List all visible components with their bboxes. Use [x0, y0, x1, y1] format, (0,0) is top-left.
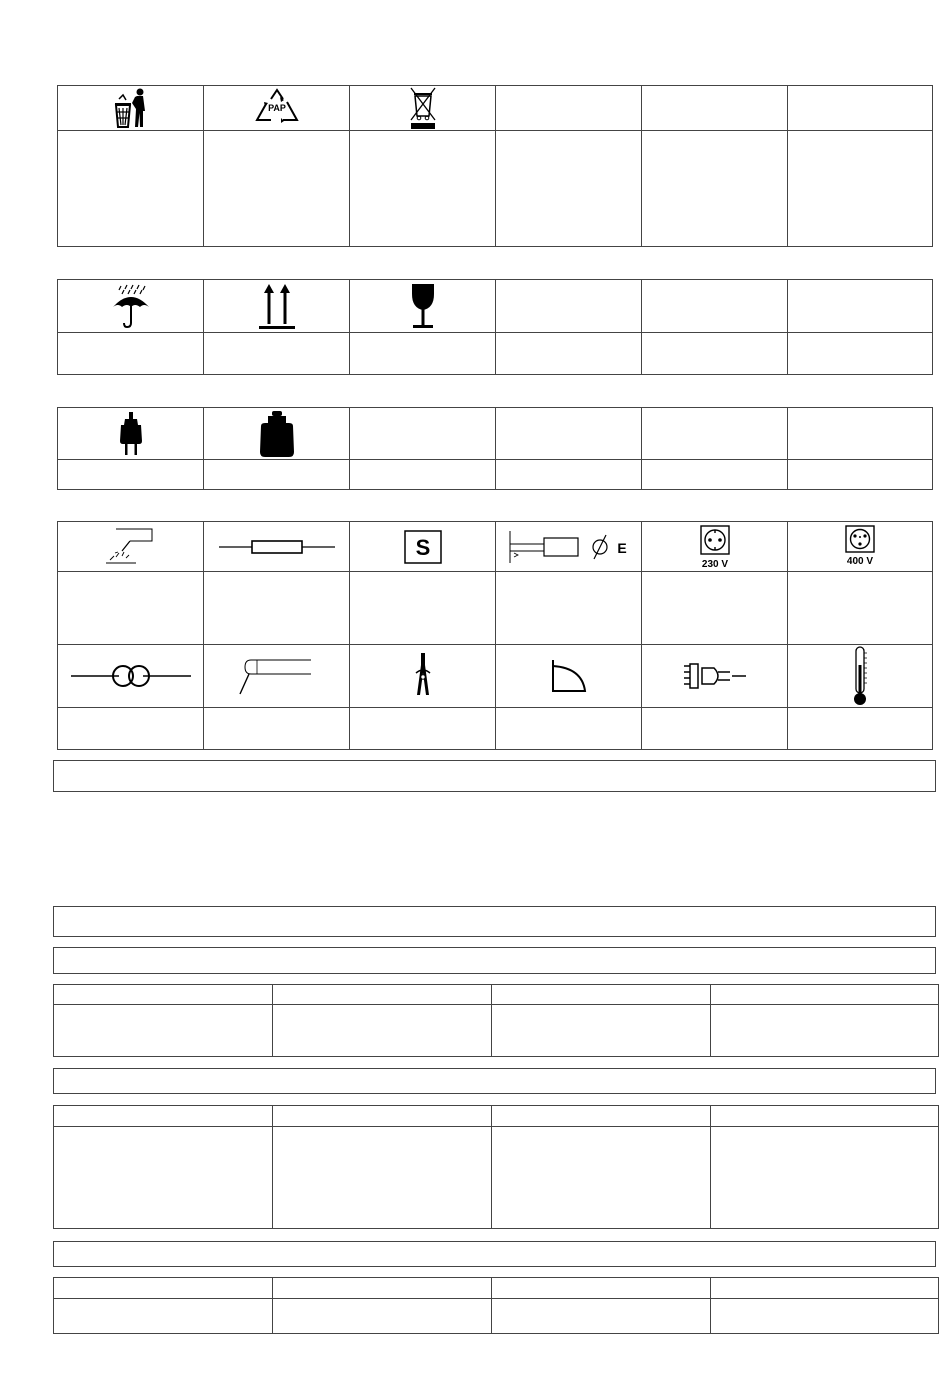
section-bar-3: [53, 947, 936, 974]
technical-symbols-table: [57, 521, 933, 750]
section-bar-2: [53, 906, 936, 937]
weight-icon: [257, 410, 297, 458]
outlet-230v-icon: [695, 524, 735, 570]
icon-cell: [204, 408, 350, 460]
icon-cell: [350, 645, 496, 708]
safety-mark-label: S: [415, 534, 430, 560]
section-bar-5: [53, 1241, 936, 1267]
icon-cell: [204, 86, 350, 131]
welding-torch-icon: [96, 525, 166, 569]
keep-dry-umbrella-icon: [109, 283, 153, 329]
cutting-angle-icon: [549, 658, 589, 694]
icon-cell: [496, 522, 642, 572]
power-weight-symbols-table: [57, 407, 933, 490]
section-bar-1: [53, 760, 936, 792]
handling-symbols-table: [57, 279, 933, 375]
icon-cell: [204, 645, 350, 708]
outlet-230-label: 230 V: [701, 558, 728, 570]
weee-crossed-bin-icon: [405, 86, 441, 130]
icon-cell: [350, 86, 496, 131]
earth-clamp-icon: [408, 651, 438, 701]
icon-cell: [58, 408, 204, 460]
recycling-pap-icon: [253, 87, 301, 129]
icon-cell: [204, 522, 350, 572]
electrode-diameter-icon: [504, 527, 634, 567]
power-plug-icon: [116, 411, 146, 457]
icon-cell: [496, 645, 642, 708]
spec-table-b: [53, 1105, 939, 1229]
disposal-symbols-table: [57, 85, 933, 247]
icon-cell: [642, 645, 788, 708]
icon-cell: [58, 86, 204, 131]
this-way-up-icon: [257, 282, 297, 330]
recycling-code: PAP: [267, 103, 286, 113]
section-bar-4: [53, 1068, 936, 1094]
litter-bin-icon: [110, 87, 152, 129]
fragile-glass-icon: [408, 282, 438, 330]
transformer-icon: [69, 661, 193, 691]
icon-cell: [204, 280, 350, 333]
spec-table-c: [53, 1277, 939, 1334]
fuse-icon: [217, 537, 337, 557]
icon-cell: [58, 522, 204, 572]
icon-cell: [642, 522, 788, 572]
spec-table-a: [53, 984, 939, 1057]
mains-plug-icon: [680, 658, 750, 694]
electrode-holder-icon: [237, 654, 317, 698]
icon-cell: [350, 522, 496, 572]
icon-cell: [350, 280, 496, 333]
outlet-400v-icon: [840, 524, 880, 570]
icon-cell: [788, 645, 933, 708]
thermometer-icon: [850, 645, 870, 707]
safety-s-mark-icon: [403, 529, 443, 565]
electrode-label: E: [616, 539, 627, 556]
outlet-400-label: 400 V: [846, 555, 874, 567]
icon-cell: [788, 522, 933, 572]
icon-cell: [58, 645, 204, 708]
icon-cell: [58, 280, 204, 333]
